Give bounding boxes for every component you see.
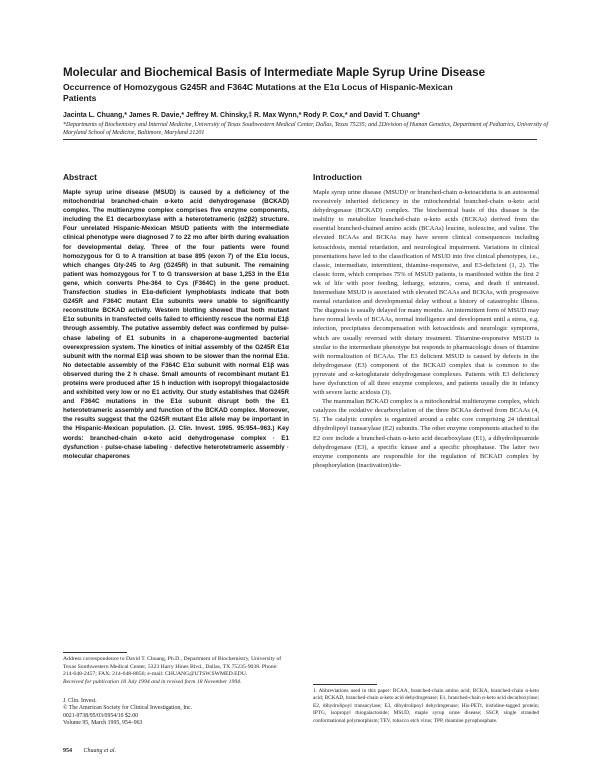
author-affiliations: *Departments of Biochemistry and Internal Medicine, University of Texas Southwestern Medical Center, Dallas, Texas 75235; and ‡Division of Human Genetics, Department of Pediatrics, University of Maryland School of Medicine, Baltimore, Maryland 21201 bbox=[63, 122, 548, 136]
introduction-heading: Introduction bbox=[313, 172, 362, 182]
received-dates: Received for publication 18 July 1994 and in revised form 18 November 1994. bbox=[63, 678, 242, 685]
publication-info bbox=[63, 698, 289, 728]
issn-line: 0021-9738/95/03/0954/10 $2.00 bbox=[63, 712, 139, 719]
introduction-paragraph: The mammalian BCKAD complex is a mitochondrial multienzyme complex, which catalyzes the oxidative decarboxylation of the three BCKAs derived from BCAAs (4, 5). The catalytic complex is organized around a cubic core comprising 24 identical dihydrolipoyl transacylase (E2) subunits. The other enzyme components attached to the E2 core include a branched-chain α-keto acid decarboxylase (E1), a dihydrolipoamide dehydrogenase (E3), a specific kinase and a specific phosphatase. The latter two enzyme components are responsible for the regulation of BCKAD complex by phosphorylation (inactivation)/de- bbox=[313, 398, 539, 469]
introduction-paragraph: Maple syrup urine disease (MSUD)¹ or branched-chain α-ketoaciduria is an autosomal recessively inherited deficiency in the mitochondrial branched-chain α-keto acid dehydrogenase (BCKAD) complex. The biochemical basis of this disease is the inability to metabolize branched-chain α-keto acids (BCKAs) derived from the essential branched-chained amino acids (BCAAs) leucine, isoleucine, and valine. The elevated BCAAs and BCKAs may have severe clinical consequences including ketoacidosis, mental retardation, and neurological impairment. Variations in clinical presentations have led to the classification of MSUD into five clinical phenotypes, i.e., classic, intermediate, intermittent, thiamine-responsive, and E3-deficient (1, 2). The classic form, which comprises 75% of MSUD patients, is manifested within the first 2 wk of life with poor feeding, lethargy, seizures, coma, and death if untreated. Intermediate MSUD is associated with elevated BCAAs and BCKAs, with progressive mental retardation and developmental delay without a history of catastrophic illness. The diagnosis is usually delayed for many months. An intermittent form of MSUD may have normal levels of BCAAs, normal intelligence and development until a stress, e.g. infection, precipitates decompensation with ketoacidosis and neurologic symptoms, which are usually reversed with dietary treatment. Thiamine-responsive MSUD is similar to the intermediate phenotype but responds to pharmacologic doses of thiamine with normalization of BCAAs. The E3 deficient MSUD is caused by defects in the dehydrogenase (E3) component of the BCKAD complex that is common to the pyruvate and α-ketoglutarate dehydrogenase complexes. Patients with E3 deficiency have dysfunction of all three enzyme complexes, and patients usually die in infancy with severe lactic acidosis (3). bbox=[313, 189, 539, 397]
introduction-body bbox=[313, 188, 539, 470]
volume-line: Volume 95, March 1995, 954–963 bbox=[63, 720, 143, 727]
correspondence-block bbox=[63, 656, 289, 686]
journal-name: J. Clin. Invest. bbox=[63, 698, 97, 704]
page-footer bbox=[63, 748, 116, 754]
article-title: Molecular and Biochemical Basis of Intermediate Maple Syrup Urine Disease bbox=[63, 66, 486, 79]
header-divider bbox=[63, 139, 537, 140]
abstract-heading: Abstract bbox=[63, 172, 97, 182]
footnote-divider bbox=[313, 684, 377, 685]
article-subtitle: Occurrence of Homozygous G245R and F364C Mutations at the E1α Locus of Hispanic-Mexican Patients bbox=[63, 82, 453, 103]
author-list: Jacinta L. Chuang,* James R. Davie,* Jeffrey M. Chinsky,‡ R. Max Wynn,* Rody P. Cox,* and David T. Chuang* bbox=[63, 112, 420, 119]
running-author: Chuang et al. bbox=[83, 748, 116, 754]
correspondence-divider bbox=[63, 652, 127, 653]
abstract-text: Maple syrup urine disease (MSUD) is caused by a deficiency of the mitochondrial branched-chain α-keto acid dehydrogenase (BCKAD) complex. The multienzyme complex comprises five enzyme components, including the E1 decarboxylase with a heterotetrameric (α2β2) structure. Four unrelated Hispanic-Mexican MSUD patients with the intermediate clinical phenotype were diagnosed 7 to 22 mo after birth during evaluation for developmental delay. Three of the four patients were found homozygous for G to A transition at base 895 (exon 7) of the E1α locus, which changes Gly-245 to Arg (G245R) in that subunit. The remaining patient was homozygous for T to G transversion at base 1,253 in the E1α gene, which converts Phe-364 to Cys (F364C) in the gene product. Transfection studies in E1α-deficient lymphoblasts indicate that both G245R and F364C mutant E1α subunits were unable to significantly reconstitute BCKAD activity. Western blotting showed that both mutant E1α subunits in transfected cells failed to efficiently rescue the normal E1β through assembly. The putative assembly defect was confirmed by pulse-chase labeling of E1 subunits in a chaperone-augmented bacterial overexpression system. The kinetics of initial assembly of the G245R E1α subunit with the normal E1β was shown to be slower than the normal E1α. No detectable assembly of the F364C E1α subunit with normal E1β was observed during the 2 h chase. Small amounts of recombinant mutant E1 proteins were produced after 15 h induction with isopropyl thiogalactoside and exhibited very low or no E1 activity. Our study establishes that G245R and F364C mutations in the E1α subunit disrupt both the E1 heterotetrameric assembly and function of the BCKAD complex. Moreover, the results suggest that the G245R mutant E1α allele may be important in the Hispanic-Mexican population. (J. Clin. Invest. 1995. 95:954–963.) Key words: branched-chain α-keto acid dehydrogenase complex · E1 dysfunction · pulse-chase labeling · defective heterotetrameric assembly · molecular chaperones bbox=[63, 189, 289, 460]
correspondence-address: Address correspondence to David T. Chuang, Ph.D., Department of Biochemistry, University of Texas Southwestern Medical Center, 5323 Harry Hines Blvd., Dallas, TX 75235-9038. Phone: 214-648-2457; FAX: 214-648-8856; e-mail: CHUANG@UTSW.SWMED.EDU. bbox=[63, 656, 282, 677]
page-number: 954 bbox=[63, 748, 72, 754]
abbreviations-footnote: 1. Abbreviations used in this paper: BCAA, branched-chain amino acid; BCKA, branched-chain α-keto acid; BCKAD, branched-chain α-keto acid dehydrogenase; E1, branched-chain α-keto acid decarboxylase; E2, dihydrolipoyl transacylase; E3, dihydrolipoyl dehydrogenase; His-PETt, histidine-tagged protein; IPTG, isopropyl thiogalactoside; MSUD, maple syrup urine disease; SSCP, single stranded conformational polymorphism; TEV, tobacco etch virus; TPP, thiamine pyrophosphate. bbox=[313, 688, 539, 724]
copyright-line: © The American Society for Clinical Investigation, Inc. bbox=[63, 705, 193, 712]
